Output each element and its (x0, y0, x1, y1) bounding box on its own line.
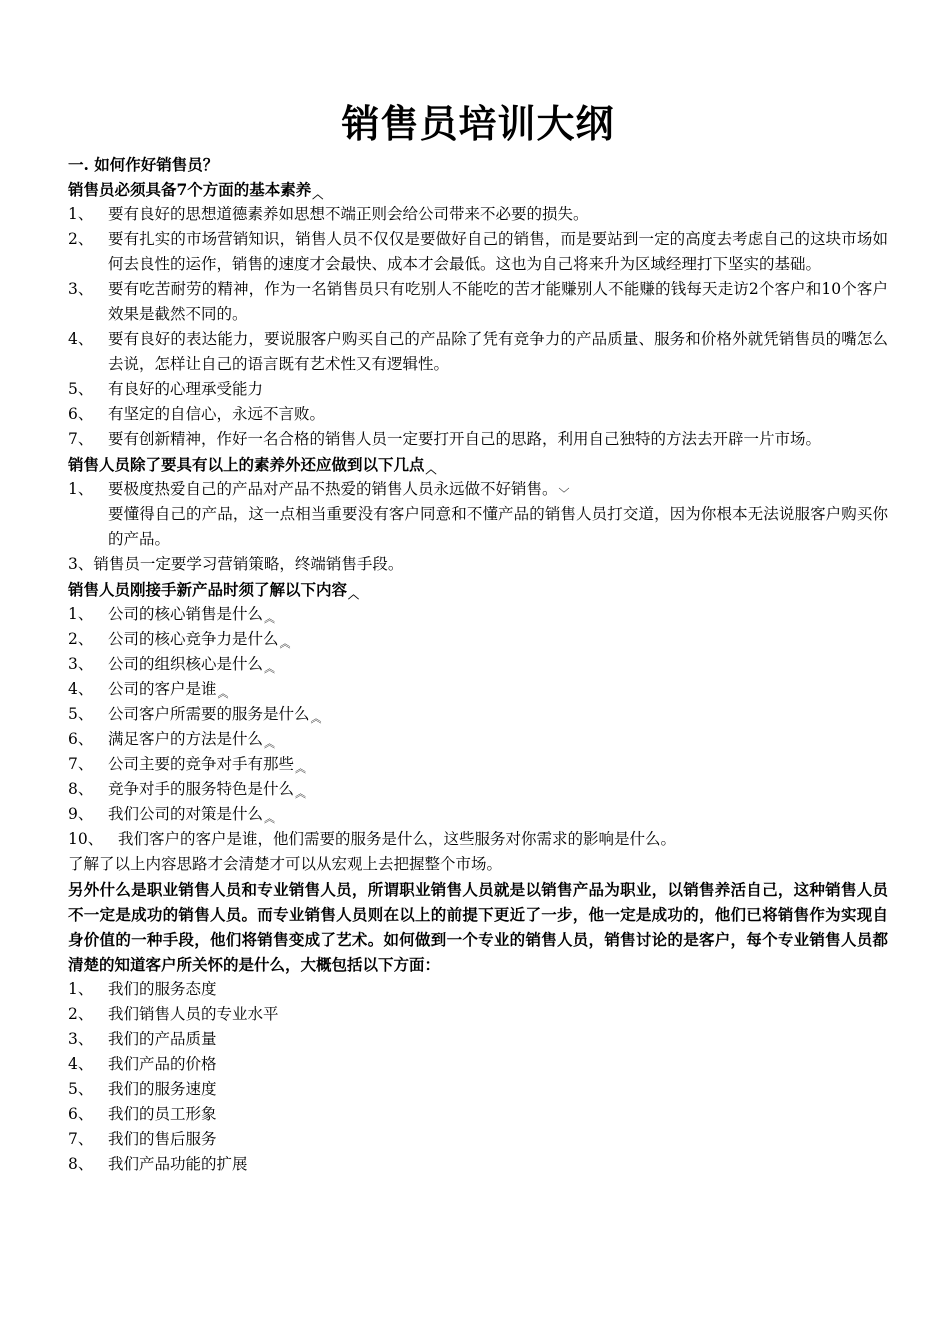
list-item: 3、销售员一定要学习营销策略，终端销售手段。 (68, 555, 404, 573)
caret-mark-icon: ︿ (348, 588, 357, 601)
section-heading-text: 销售人员除了要具有以上的素养外还应做到以下几点 (68, 455, 425, 474)
list-item (68, 602, 888, 627)
item-text: 公司客户所需要的服务是什么 (108, 705, 310, 723)
item-number: 5、 (68, 380, 94, 398)
list-item (68, 802, 888, 827)
list-item (68, 1077, 888, 1102)
subheading (68, 177, 888, 202)
item-number: 2、 (68, 1005, 94, 1023)
conclusion-text: 了解了以上内容思路才会清楚才可以从宏观上去把握整个市场。 (68, 855, 503, 873)
section-heading: 一. 如何作好销售员？ (68, 155, 219, 174)
item-text: 我们产品的价格 (108, 1055, 217, 1073)
item-number: 10、 (68, 830, 104, 848)
list-item (68, 1002, 888, 1027)
item-text: 我们产品功能的扩展 (108, 1155, 248, 1173)
double-caret-mark-icon: ︽ (217, 687, 226, 700)
item-text: 公司的客户是谁 (108, 680, 217, 698)
list-item (68, 377, 888, 402)
item-text: 公司的核心竞争力是什么 (108, 630, 279, 648)
double-caret-mark-icon: ︽ (295, 762, 304, 775)
item-text: 满足客户的方法是什么 (108, 730, 264, 748)
list-item (68, 477, 888, 502)
item-number: 1、 (68, 980, 94, 998)
list-item (68, 1052, 888, 1077)
item-number: 8、 (68, 780, 94, 798)
item-text: 公司的组织核心是什么 (108, 655, 264, 673)
item-text: 公司的核心销售是什么 (108, 605, 264, 623)
list-item (68, 977, 888, 1002)
item-number: 3、 (68, 1030, 94, 1048)
subheading-text: 销售员必须具备7个方面的基本素养 (68, 180, 312, 199)
item-number: 1、 (68, 605, 94, 623)
list-item (68, 227, 888, 277)
double-caret-mark-icon: ︽ (310, 712, 319, 725)
list-item (68, 402, 888, 427)
list-item (68, 777, 888, 802)
item-number: 3、 (68, 655, 94, 673)
list-item (68, 427, 888, 452)
item-text: 公司主要的竞争对手有那些 (108, 755, 295, 773)
list-item (68, 627, 888, 652)
caret-mark-icon: ︿ (425, 463, 434, 476)
item-number: 3、 (68, 280, 94, 298)
item-text: 我们的服务态度 (108, 980, 217, 998)
list-item (68, 202, 888, 227)
item-number: 5、 (68, 705, 94, 723)
item-text: 我们的员工形象 (108, 1105, 217, 1123)
item-number: 7、 (68, 755, 94, 773)
item-text: 我们的产品质量 (108, 1030, 217, 1048)
caret-down-mark-icon: ﹀ (558, 487, 567, 500)
item-text: 要有创新精神，作好一名合格的销售人员一定要打开自己的思路，利用自己独特的方法去开辟一片市场。 (108, 430, 822, 448)
item-text: 有坚定的自信心，永远不言败。 (108, 405, 326, 423)
item-number: 9、 (68, 805, 94, 823)
list-item (68, 1027, 888, 1052)
item-text: 要有吃苦耐劳的精神，作为一名销售员只有吃别人不能吃的苦才能赚别人不能赚的钱每天走访2个客户和10个客户效果是截然不同的。 (108, 280, 888, 323)
document-title: 销售员培训大纲 (341, 102, 615, 146)
list-item (68, 652, 888, 677)
item-number: 5、 (68, 1080, 94, 1098)
item-number: 4、 (68, 680, 94, 698)
double-caret-mark-icon: ︽ (264, 737, 273, 750)
list-item (68, 727, 888, 752)
item-text: 要极度热爱自己的产品对产品不热爱的销售人员永远做不好销售。 (108, 480, 558, 498)
section-heading (68, 577, 888, 602)
document-page (68, 96, 888, 1177)
list-item (68, 702, 888, 727)
item-number: 1、 (68, 480, 94, 498)
list-item (68, 677, 888, 702)
list-item-continued: 要懂得自己的产品，这一点相当重要没有客户同意和不懂产品的销售人员打交道，因为你根本无法说服客户购买你的产品。 (108, 505, 888, 548)
item-number: 8、 (68, 1155, 94, 1173)
list-item (68, 827, 888, 852)
double-caret-mark-icon: ︽ (295, 787, 304, 800)
list-item (68, 1102, 888, 1127)
item-number: 2、 (68, 230, 94, 248)
item-text: 我们的服务速度 (108, 1080, 217, 1098)
item-number: 7、 (68, 1130, 94, 1148)
item-number: 2、 (68, 630, 94, 648)
section-heading (68, 452, 888, 477)
item-number: 6、 (68, 1105, 94, 1123)
item-text: 我们的售后服务 (108, 1130, 217, 1148)
list-item (68, 277, 888, 327)
double-caret-mark-icon: ︽ (264, 812, 273, 825)
bold-paragraph: 另外什么是职业销售人员和专业销售人员，所谓职业销售人员就是以销售产品为职业，以销售养活自己，这种销售人员不一定是成功的销售人员。而专业销售人员则在以上的前提下更近了一步，他一定是成功的，他们已将销售作为实现自身价值的一种手段，他们将销售变成了艺术。如何做到一个专业的销售人员，销售讨论的是客户，每个专业销售人员都清楚的知道客户所关怀的是什么，大概包括以下方面： (68, 880, 888, 974)
item-number: 4、 (68, 330, 94, 348)
item-text: 有良好的心理承受能力 (108, 380, 264, 398)
double-caret-mark-icon: ︽ (264, 612, 273, 625)
double-caret-mark-icon: ︽ (279, 637, 288, 650)
item-number: 1、 (68, 205, 94, 223)
item-text: 竞争对手的服务特色是什么 (108, 780, 295, 798)
item-number: 6、 (68, 730, 94, 748)
list-item (68, 1127, 888, 1152)
section-heading-text: 销售人员刚接手新产品时须了解以下内容 (68, 580, 348, 599)
item-number: 6、 (68, 405, 94, 423)
item-text: 我们销售人员的专业水平 (108, 1005, 279, 1023)
item-text: 我们客户的客户是谁，他们需要的服务是什么，这些服务对你需求的影响是什么。 (118, 830, 677, 848)
caret-mark-icon: ︿ (312, 188, 321, 201)
item-text: 要有扎实的市场营销知识，销售人员不仅仅是要做好自己的销售，而是要站到一定的高度去考虑自己的这块市场如何去良性的运作，销售的速度才会最快、成本才会最低。这也为自己将来升为区域经理打下坚实的基础。 (108, 230, 888, 273)
item-text: 要有良好的思想道德素养如思想不端正则会给公司带来不必要的损失。 (108, 205, 589, 223)
double-caret-mark-icon: ︽ (264, 662, 273, 675)
item-number: 4、 (68, 1055, 94, 1073)
list-item (68, 327, 888, 377)
item-text: 要有良好的表达能力，要说服客户购买自己的产品除了凭有竞争力的产品质量、服务和价格外就凭销售员的嘴怎么去说，怎样让自己的语言既有艺术性又有逻辑性。 (108, 330, 888, 373)
item-number: 7、 (68, 430, 94, 448)
item-text: 我们公司的对策是什么 (108, 805, 264, 823)
list-item (68, 752, 888, 777)
list-item (68, 1152, 888, 1177)
